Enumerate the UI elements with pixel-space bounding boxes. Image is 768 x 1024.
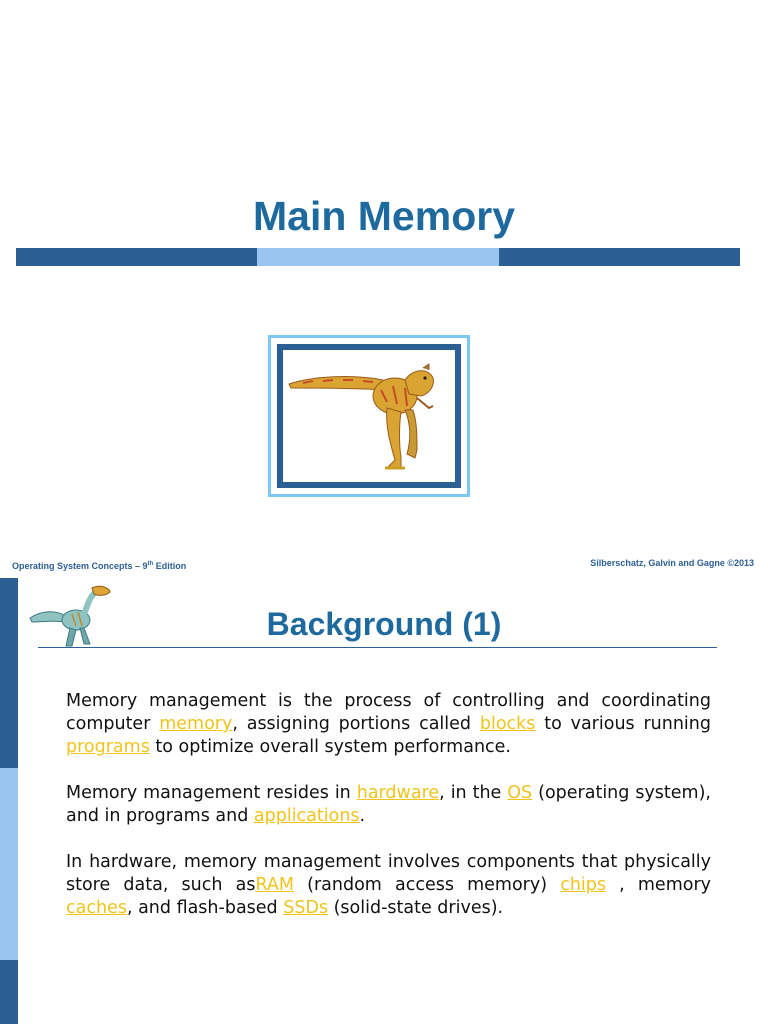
slide-body xyxy=(66,690,711,943)
content-slide xyxy=(0,578,768,1024)
title-divider-band xyxy=(16,248,740,266)
slide-sidebar-band xyxy=(0,578,18,1024)
footer-authors: Silberschatz, Galvin and Gagne ©2013 xyxy=(590,558,754,568)
link-ram[interactable]: RAM xyxy=(255,875,294,895)
link-applications[interactable]: applications xyxy=(253,806,360,826)
link-ssds[interactable]: SSDs xyxy=(283,898,329,918)
paragraph-2: Memory management resides in hardware, in the OS (operating system), and in programs and applications. xyxy=(66,783,711,826)
title-underline xyxy=(38,647,717,648)
dinosaur-icon xyxy=(283,350,455,482)
slide-title: Main Memory xyxy=(253,193,515,239)
image-frame xyxy=(268,335,470,497)
link-os[interactable]: OS xyxy=(507,783,533,803)
band-segment-light xyxy=(257,248,498,266)
band-segment-dark-left xyxy=(16,248,257,266)
paragraph-3: In hardware, memory management involves components that physically store data, such asRAM (random access memory) chips , memory caches, and flash-based SSDs (solid-state drives). xyxy=(66,852,711,918)
paragraph-1: Memory management is the process of controlling and coordinating computer memory, assigning portions called blocks to various running programs to optimize overall system performance. xyxy=(66,691,711,757)
link-caches[interactable]: caches xyxy=(66,898,127,918)
link-blocks[interactable]: blocks xyxy=(479,714,536,734)
link-programs[interactable]: programs xyxy=(66,737,150,757)
link-memory[interactable]: memory xyxy=(159,714,233,734)
band-segment-dark-right xyxy=(499,248,740,266)
slide-title: Background (1) xyxy=(266,606,502,642)
link-hardware[interactable]: hardware xyxy=(356,783,440,803)
link-chips[interactable]: chips xyxy=(560,875,607,895)
footer-book-title: Operating System Concepts – 9th Edition xyxy=(12,561,187,571)
